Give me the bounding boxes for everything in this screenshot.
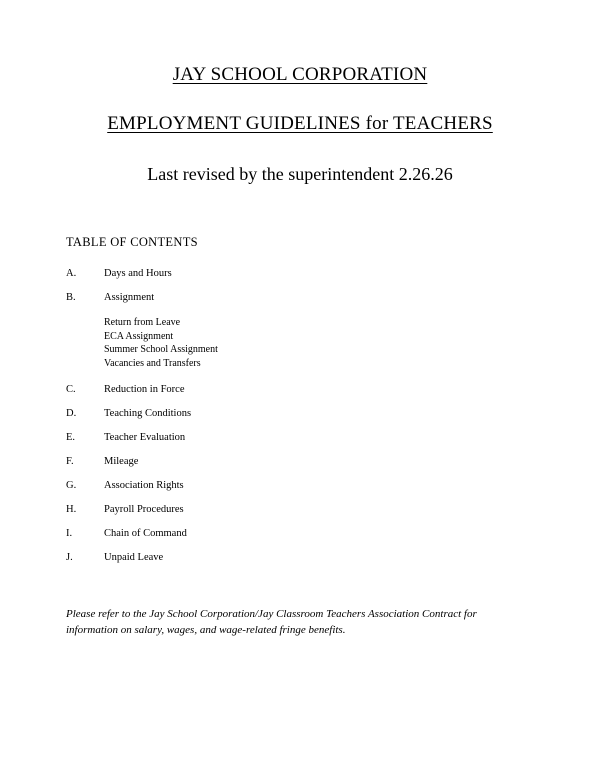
- toc-subgroup-wrapper: [66, 310, 560, 378]
- toc-entry-letter: A.: [66, 268, 77, 279]
- toc-entry-letter: E.: [66, 432, 76, 443]
- toc-entry-chain-of-command[interactable]: [66, 522, 560, 546]
- toc-entry-letter: I.: [66, 528, 73, 539]
- toc-entry-association-rights[interactable]: [66, 474, 560, 498]
- toc-subitem[interactable]: ECA Assignment: [104, 330, 174, 342]
- footnote-line-1: Please refer to the Jay School Corporation/Jay Classroom Teachers Association Contract for: [66, 608, 477, 620]
- toc-subitem[interactable]: Return from Leave: [104, 317, 181, 328]
- toc-entry-label: Mileage: [104, 456, 139, 467]
- toc-entry-teacher-evaluation[interactable]: [66, 426, 560, 450]
- toc-entry-label: Teacher Evaluation: [104, 432, 186, 443]
- document-subtitle: EMPLOYMENT GUIDELINES for TEACHERS: [107, 113, 493, 134]
- toc-entry-label: Reduction in Force: [104, 384, 185, 395]
- toc-entry-reduction-in-force[interactable]: [66, 378, 560, 402]
- toc-entry-letter: F.: [66, 456, 74, 467]
- toc-entry-unpaid-leave[interactable]: [66, 546, 560, 570]
- toc-subitem[interactable]: Vacancies and Transfers: [104, 357, 201, 369]
- toc-entry-payroll-procedures[interactable]: [66, 498, 560, 522]
- toc-entry-label: Payroll Procedures: [104, 504, 184, 515]
- toc-heading: TABLE OF CONTENTS: [66, 235, 198, 249]
- toc-entry-letter: H.: [66, 504, 77, 515]
- toc-entry-label: Unpaid Leave: [104, 552, 164, 563]
- toc-subitem[interactable]: Summer School Assignment: [104, 344, 218, 355]
- page-title: JAY SCHOOL CORPORATION: [172, 64, 428, 85]
- toc-entry-letter: J.: [66, 552, 73, 563]
- revision-line: Last revised by the superintendent 2.26.26: [147, 164, 453, 184]
- toc-entry-label: Teaching Conditions: [104, 408, 192, 419]
- toc-entry-letter: C.: [66, 384, 76, 395]
- footnote: [0, 606, 600, 638]
- footnote-line-2: information on salary, wages, and wage-related fringe benefits.: [66, 624, 346, 636]
- toc-entry-label: Assignment: [104, 292, 155, 303]
- toc-entry-days-and-hours[interactable]: [66, 262, 560, 286]
- toc-subgroup-assignment: [66, 310, 560, 378]
- toc-entry-assignment[interactable]: [66, 286, 560, 310]
- toc-entry-label: Days and Hours: [104, 268, 172, 279]
- toc-entry-letter: G.: [66, 480, 77, 491]
- toc-entry-mileage[interactable]: [66, 450, 560, 474]
- toc-entry-teaching-conditions[interactable]: [66, 402, 560, 426]
- table-of-contents: [0, 234, 600, 570]
- toc-entry-label: Chain of Command: [104, 528, 187, 539]
- toc-entry-letter: B.: [66, 292, 76, 303]
- toc-entry-label: Association Rights: [104, 480, 184, 491]
- toc-list: [66, 262, 560, 570]
- title-block: [0, 0, 600, 186]
- toc-entry-letter: D.: [66, 408, 77, 419]
